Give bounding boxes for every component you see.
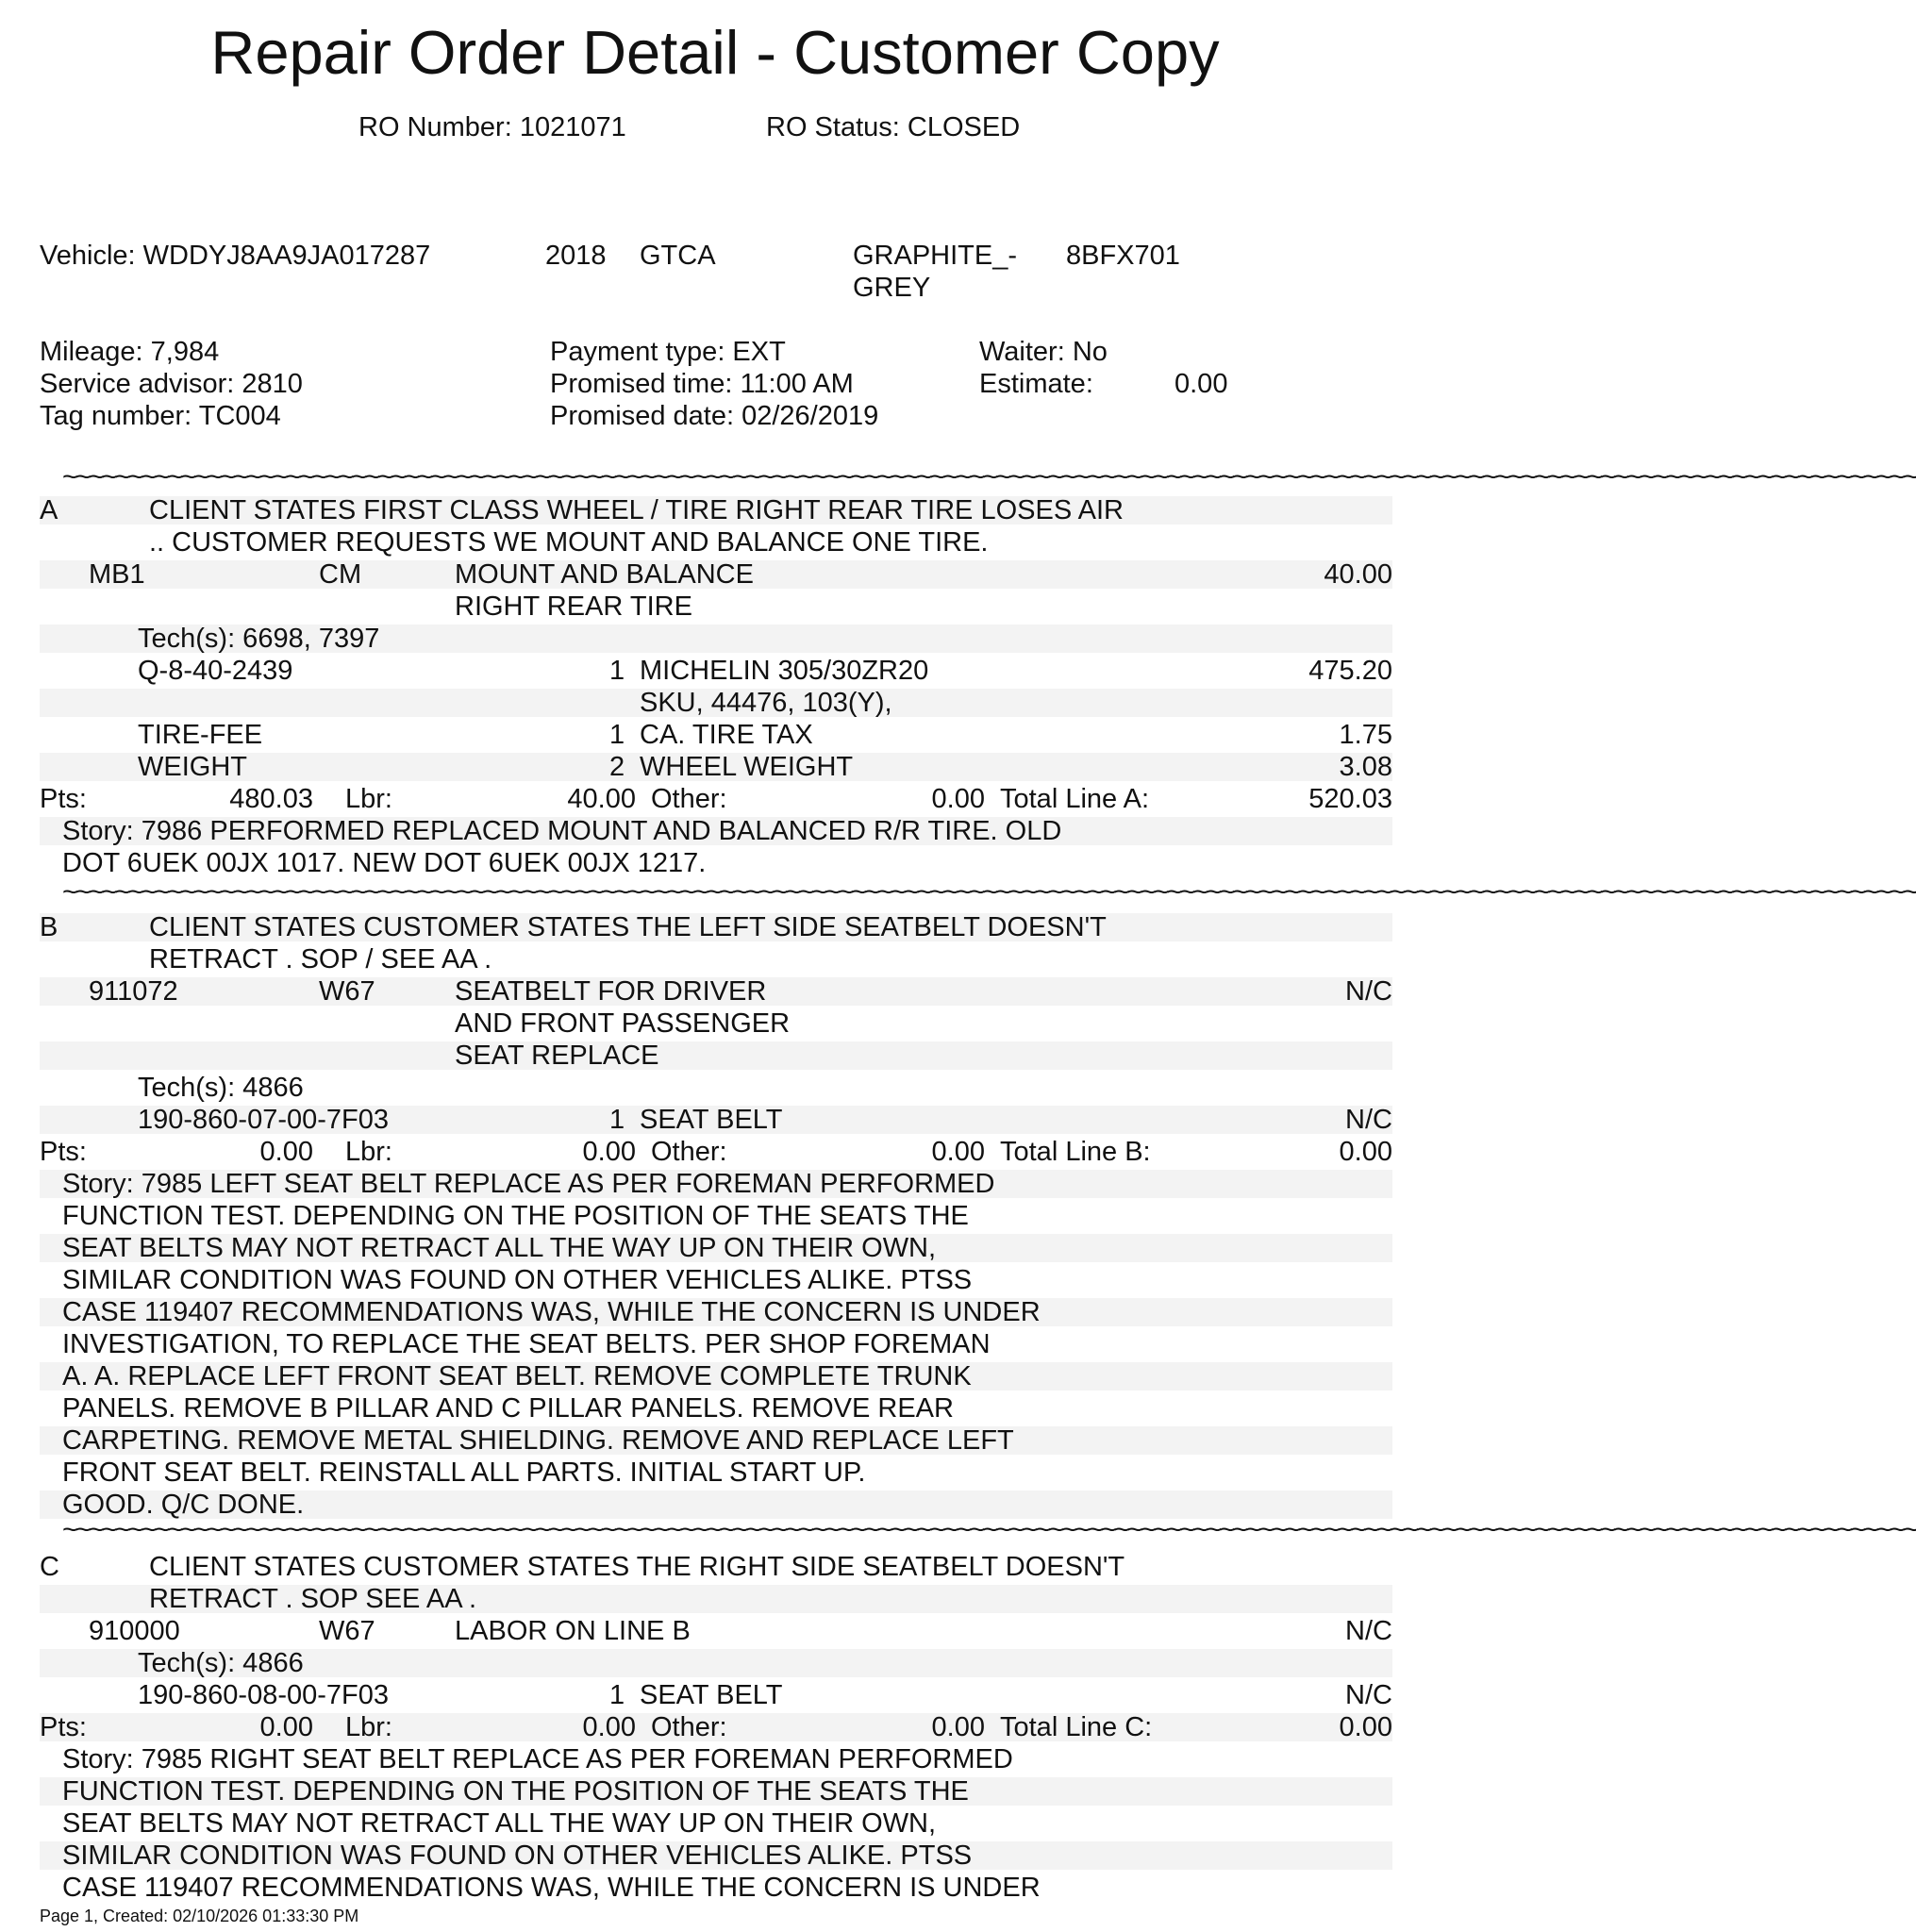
techs: Tech(s): 4866 [138,1648,304,1678]
op-code: 911072 [89,976,178,1007]
story-line: FUNCTION TEST. DEPENDING ON THE POSITION OF THE SEATS THE [62,1776,969,1807]
op-description: RIGHT REAR TIRE [455,591,692,622]
payment-type: Payment type: EXT [550,337,786,367]
total-value: 0.00 [1339,1712,1392,1742]
promised-date: Promised date: 02/26/2019 [550,401,879,431]
part-description: WHEEL WEIGHT [640,752,854,782]
concern-text: .. CUSTOMER REQUESTS WE MOUNT AND BALANCE ONE TIRE. [149,527,989,558]
part-amount: 1.75 [1339,720,1392,750]
story-line: Story: 7986 PERFORMED REPLACED MOUNT AND BALANCED R/R TIRE. OLD [62,816,1062,846]
story-line: GOOD. Q/C DONE. [62,1490,305,1520]
other-value: 0.00 [931,1137,985,1167]
ro-number: RO Number: 1021071 [358,112,626,142]
part-number: TIRE-FEE [138,720,263,750]
pts-value: 480.03 [229,784,313,814]
concern-text: CLIENT STATES CUSTOMER STATES THE RIGHT SIDE SEATBELT DOESN'T [149,1552,1125,1582]
pts-label: Pts: [40,1712,87,1742]
total-label: Total Line A: [1000,784,1149,814]
part-amount: N/C [1345,1105,1392,1135]
story-line: CASE 119407 RECOMMENDATIONS WAS, WHILE THE CONCERN IS UNDER [62,1873,1041,1903]
part-amount: 475.20 [1308,656,1392,686]
story-line: SEAT BELTS MAY NOT RETRACT ALL THE WAY UP ON THEIR OWN, [62,1808,937,1839]
vehicle-color: GRAPHITE_- [853,241,1018,271]
op-type: W67 [319,1616,375,1646]
part-number: WEIGHT [138,752,247,782]
part-amount: N/C [1345,1680,1392,1710]
lbr-value: 0.00 [582,1137,636,1167]
separator: ~~~~~~~~~~~~~~~~~~~~~~~~~~~~~~~~~~~~~~~~~~~~~~~~~~~~~~~~~~~~~~~~~~~~~~~~~~~~~~~~~~~~~~~~~~~~~~~~~~~~~~~~~~~~~~~~~~~~~~~~~~~~~~~~~~~~~~~~~~~~~ [62,1515,1916,1545]
ro-status: RO Status: CLOSED [766,112,1021,142]
part-qty: 1 [609,1105,625,1135]
concern-text: RETRACT . SOP / SEE AA . [149,944,492,974]
line-letter: B [40,912,58,942]
service-advisor: Service advisor: 2810 [40,369,303,399]
part-number: 190-860-08-00-7F03 [138,1680,390,1710]
pts-label: Pts: [40,1137,87,1167]
vehicle-vin: Vehicle: WDDYJ8AA9JA017287 [40,241,431,271]
vehicle-color-2: GREY [853,273,931,303]
part-qty: 1 [609,720,625,750]
part-number: Q-8-40-2439 [138,656,293,686]
op-description: MOUNT AND BALANCE [455,559,754,590]
total-value: 0.00 [1339,1137,1392,1167]
story-line: SEAT BELTS MAY NOT RETRACT ALL THE WAY UP ON THEIR OWN, [62,1233,937,1263]
lbr-value: 40.00 [567,784,636,814]
separator: ~~~~~~~~~~~~~~~~~~~~~~~~~~~~~~~~~~~~~~~~~~~~~~~~~~~~~~~~~~~~~~~~~~~~~~~~~~~~~~~~~~~~~~~~~~~~~~~~~~~~~~~~~~~~~~~~~~~~~~~~~~~~~~~~~~~~~~~~~~~~~ [62,877,1916,908]
waiter: Waiter: No [979,337,1108,367]
lbr-value: 0.00 [582,1712,636,1742]
part-amount: 3.08 [1339,752,1392,782]
part-description: MICHELIN 305/30ZR20 [640,656,929,686]
story-line: Story: 7985 RIGHT SEAT BELT REPLACE AS PER FOREMAN PERFORMED [62,1744,1013,1774]
pts-value: 0.00 [259,1137,313,1167]
lbr-label: Lbr: [345,1712,392,1742]
line-letter: C [40,1552,59,1582]
separator: ~~~~~~~~~~~~~~~~~~~~~~~~~~~~~~~~~~~~~~~~~~~~~~~~~~~~~~~~~~~~~~~~~~~~~~~~~~~~~~~~~~~~~~~~~~~~~~~~~~~~~~~~~~~~~~~~~~~~~~~~~~~~~~~~~~~~~~~~~~~~~ [62,462,1916,492]
estimate-label: Estimate: [979,369,1093,399]
page-title: Repair Order Detail - Customer Copy [210,18,1220,87]
vehicle-model: GTCA [640,241,716,271]
op-description: LABOR ON LINE B [455,1616,691,1646]
concern-text: RETRACT . SOP SEE AA . [149,1584,477,1614]
part-number: 190-860-07-00-7F03 [138,1105,390,1135]
total-value: 520.03 [1308,784,1392,814]
concern-text: CLIENT STATES FIRST CLASS WHEEL / TIRE RIGHT REAR TIRE LOSES AIR [149,495,1124,525]
other-label: Other: [651,784,727,814]
op-description: SEAT REPLACE [455,1041,659,1071]
op-amount: N/C [1345,1616,1392,1646]
total-label: Total Line C: [1000,1712,1153,1742]
story-line: DOT 6UEK 00JX 1017. NEW DOT 6UEK 00JX 1217. [62,848,707,878]
part-qty: 1 [609,1680,625,1710]
op-code: MB1 [89,559,145,590]
promised-time: Promised time: 11:00 AM [550,369,854,399]
op-code: 910000 [89,1616,180,1646]
story-line: FUNCTION TEST. DEPENDING ON THE POSITION OF THE SEATS THE [62,1201,969,1231]
story-line: PANELS. REMOVE B PILLAR AND C PILLAR PANELS. REMOVE REAR [62,1393,954,1424]
part-qty: 1 [609,656,625,686]
op-type: W67 [319,976,375,1007]
estimate-value: 0.00 [1175,369,1228,399]
story-line: FRONT SEAT BELT. REINSTALL ALL PARTS. INITIAL START UP. [62,1457,866,1488]
op-description: AND FRONT PASSENGER [455,1008,791,1039]
line-letter: A [40,495,58,525]
tag-number: Tag number: TC004 [40,401,281,431]
op-amount: 40.00 [1324,559,1392,590]
techs: Tech(s): 6698, 7397 [138,624,380,654]
concern-text: CLIENT STATES CUSTOMER STATES THE LEFT SIDE SEATBELT DOESN'T [149,912,1107,942]
part-description: SEAT BELT [640,1680,783,1710]
story-line: A. A. REPLACE LEFT FRONT SEAT BELT. REMOVE COMPLETE TRUNK [62,1361,972,1391]
part-qty: 2 [609,752,625,782]
vehicle-year: 2018 [545,241,607,271]
story-line: INVESTIGATION, TO REPLACE THE SEAT BELTS. PER SHOP FOREMAN [62,1329,991,1359]
total-label: Total Line B: [1000,1137,1151,1167]
story-line: Story: 7985 LEFT SEAT BELT REPLACE AS PER FOREMAN PERFORMED [62,1169,995,1199]
techs: Tech(s): 4866 [138,1073,304,1103]
op-description: SEATBELT FOR DRIVER [455,976,767,1007]
pts-label: Pts: [40,784,87,814]
vehicle-plate: 8BFX701 [1066,241,1180,271]
op-amount: N/C [1345,976,1392,1007]
mileage: Mileage: 7,984 [40,337,220,367]
other-label: Other: [651,1712,727,1742]
page-footer: Page 1, Created: 02/10/2026 01:33:30 PM [40,1907,359,1925]
op-type: CM [319,559,362,590]
story-line: SIMILAR CONDITION WAS FOUND ON OTHER VEHICLES ALIKE. PTSS [62,1840,973,1871]
lbr-label: Lbr: [345,784,392,814]
story-line: CARPETING. REMOVE METAL SHIELDING. REMOVE AND REPLACE LEFT [62,1425,1014,1456]
pts-value: 0.00 [259,1712,313,1742]
other-value: 0.00 [931,784,985,814]
lbr-label: Lbr: [345,1137,392,1167]
other-label: Other: [651,1137,727,1167]
other-value: 0.00 [931,1712,985,1742]
story-line: CASE 119407 RECOMMENDATIONS WAS, WHILE THE CONCERN IS UNDER [62,1297,1041,1327]
part-description: SKU, 44476, 103(Y), [640,688,892,718]
part-description: SEAT BELT [640,1105,783,1135]
part-description: CA. TIRE TAX [640,720,813,750]
story-line: SIMILAR CONDITION WAS FOUND ON OTHER VEHICLES ALIKE. PTSS [62,1265,973,1295]
